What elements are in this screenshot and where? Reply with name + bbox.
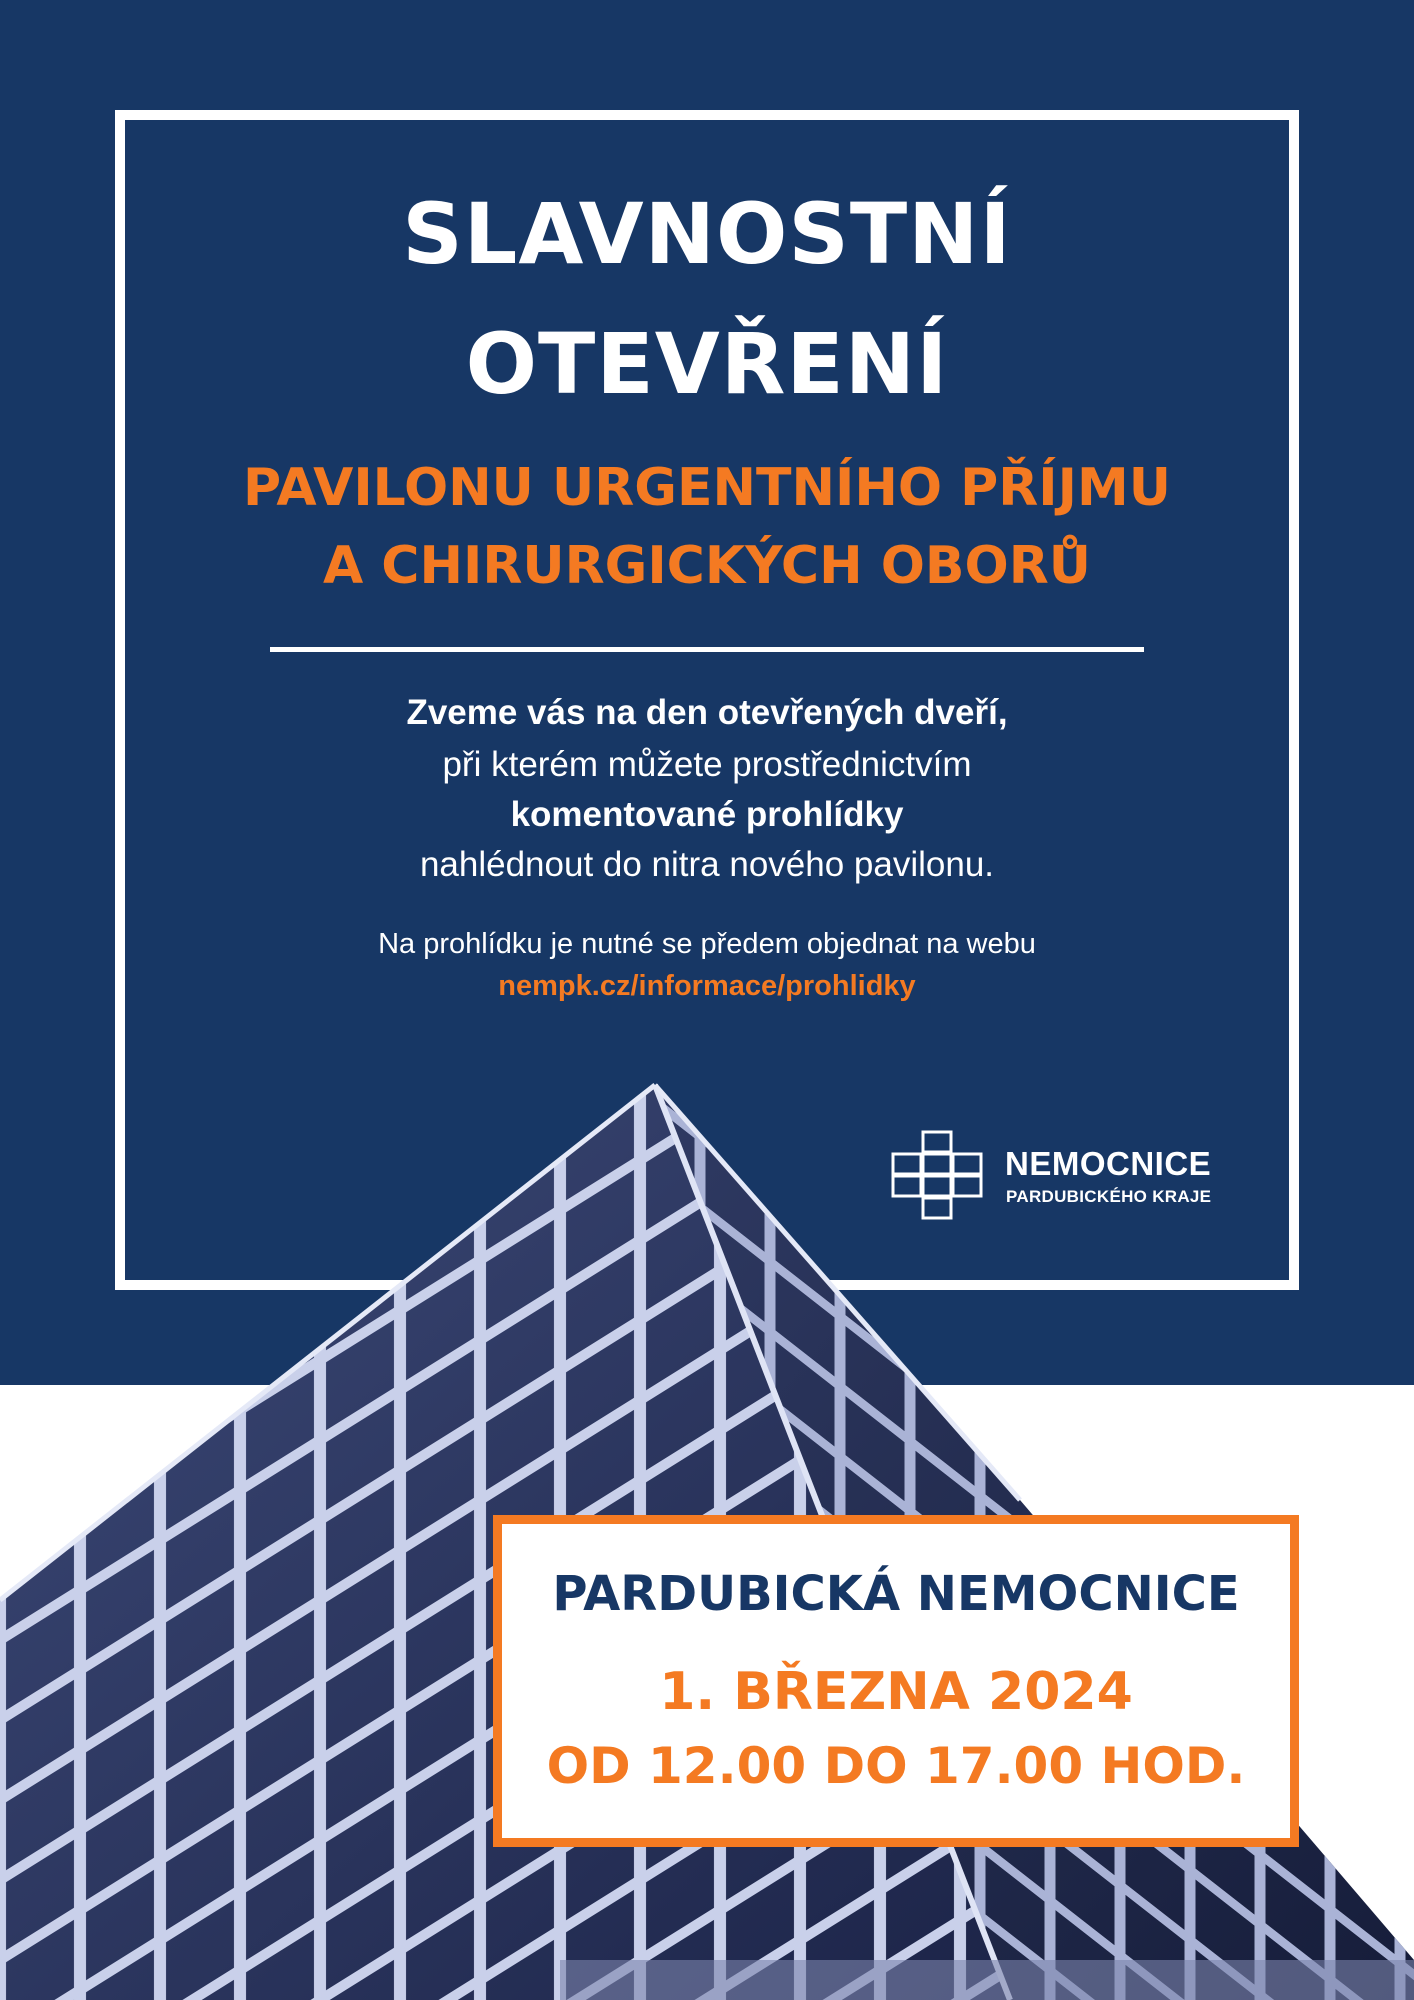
invitation-line-4: nahlédnout do nitra nového pavilonu. <box>419 845 995 884</box>
event-place: PARDUBICKÁ NEMOCNICE <box>552 1566 1240 1622</box>
cross-grid-icon <box>890 1129 986 1225</box>
divider <box>270 647 1144 652</box>
headline-line-1: SLAVNOSTNÍ <box>402 185 1012 283</box>
booking-text: Na prohlídku je nutné se předem objednat na webu <box>378 928 1036 960</box>
headline-line-2: OTEVŘENÍ <box>465 315 949 413</box>
event-date: 1. BŘEZNA 2024 <box>659 1662 1133 1722</box>
invitation-line-2: při kterém můžete prostřednictvím <box>442 745 972 784</box>
subheadline-line-2: A CHIRURGICKÝCH OBORŮ <box>322 536 1092 596</box>
invitation-line-3: komentované prohlídky <box>510 795 904 834</box>
hospital-logo <box>890 1125 1260 1225</box>
logo-subtitle: PARDUBICKÉHO KRAJE <box>1006 1187 1212 1206</box>
invitation-line-1: Zveme vás na den otevřených dveří, <box>406 693 1008 732</box>
subheadline-line-1: PAVILONU URGENTNÍHO PŘÍJMU <box>243 458 1171 518</box>
event-info-box <box>493 1515 1299 1847</box>
booking-link[interactable]: nempk.cz/informace/prohlidky <box>498 970 916 1002</box>
event-time: OD 12.00 DO 17.00 HOD. <box>546 1737 1246 1795</box>
logo-name: NEMOCNICE <box>1005 1145 1212 1182</box>
